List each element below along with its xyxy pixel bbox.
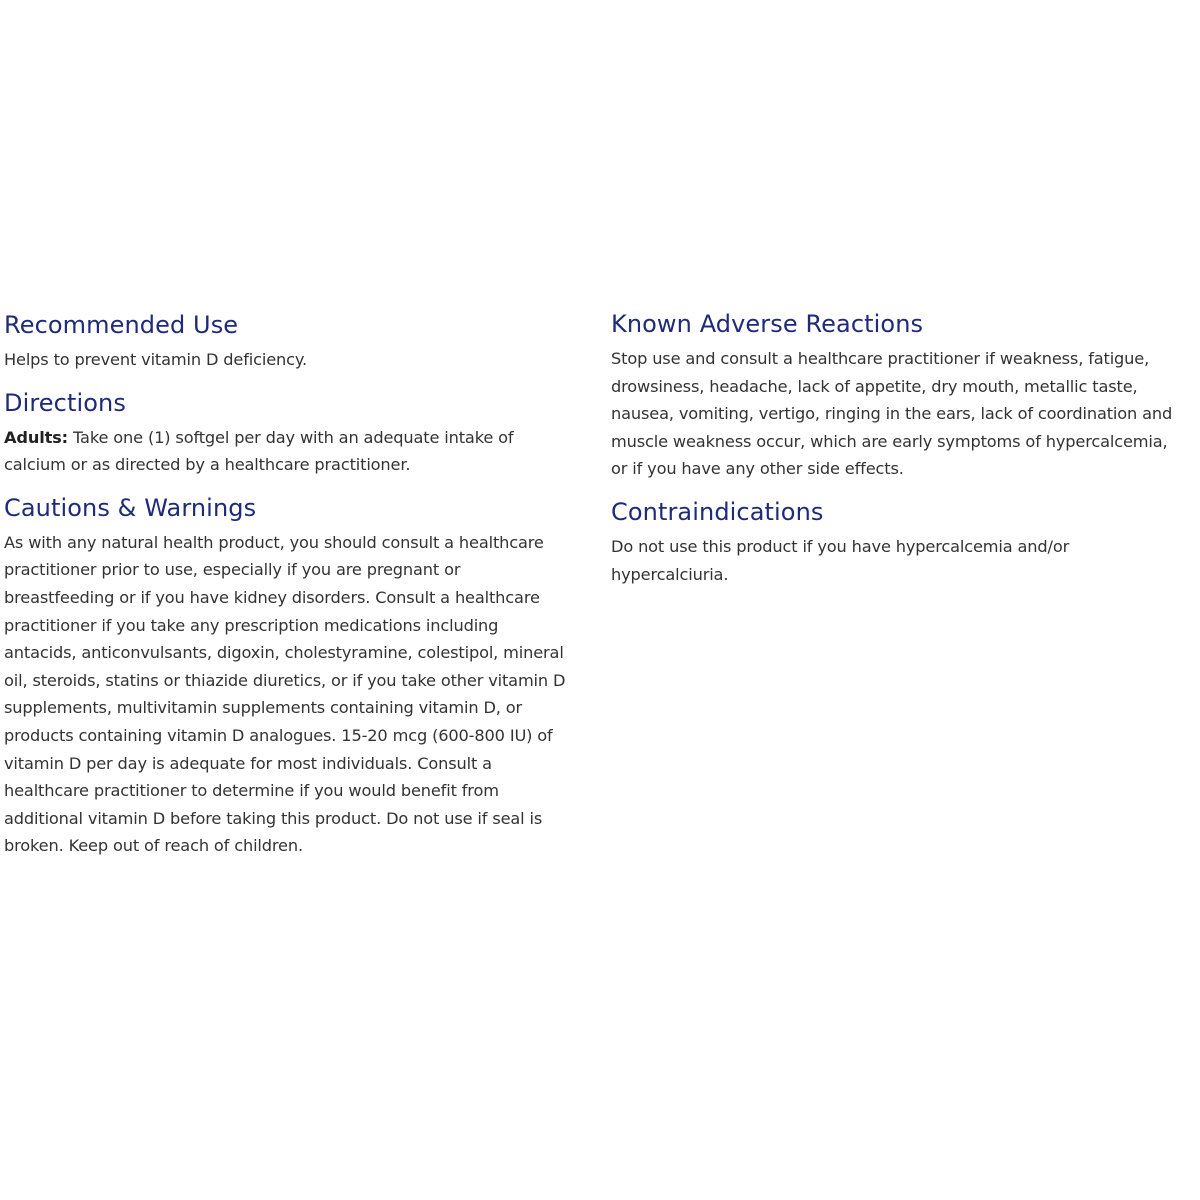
contraindications-section <box>611 495 1186 588</box>
adverse-reactions-text: Stop use and consult a healthcare practitioner if weakness, fatigue, drowsiness, headache, lack of appetite, dry mouth, metallic taste, nausea, vomiting, vertigo, ringing in the ears, lack of coordination and muscle weakness occur, which are early symptoms of hypercalcemia, or if you have any other side effects. <box>611 349 1173 479</box>
recommended-use-section <box>4 308 569 374</box>
cautions-heading: Cautions & Warnings <box>4 493 257 522</box>
contraindications-text: Do not use this product if you have hypercalcemia and/or hypercalciuria. <box>611 536 1070 584</box>
adverse-reactions-heading: Known Adverse Reactions <box>611 310 924 338</box>
directions-section <box>4 386 569 479</box>
recommended-use-text: Helps to prevent vitamin D deficiency. <box>4 350 307 369</box>
directions-body: Take one (1) softgel per day with an adequate intake of calcium or as directed by a healthcare practitioner. <box>4 427 514 475</box>
directions-text <box>4 424 569 479</box>
directions-heading: Directions <box>4 388 126 417</box>
adverse-reactions-section <box>611 307 1186 483</box>
cautions-text: As with any natural health product, you should consult a healthcare practitioner prior to use, especially if you are pregnant or breastfeeding or if you have kidney disorders. Consult a healthcare practitioner if you take any prescription medications including antacids, anticonvulsants, digoxin, cholestyramine, colestipol, mineral oil, steroids, statins or thiazide diuretics, or if you take other vitamin D supplements, multivitamin supplements containing vitamin D, or products containing vitamin D analogues. 15-20 mcg (600-800 IU) of vitamin D per day is adequate for most individuals. Consult a healthcare practitioner to determine if you would benefit from additional vitamin D before taking this product. Do not use if seal is broken. Keep out of reach of children. <box>4 532 566 856</box>
directions-adults-label: Adults: <box>4 427 68 447</box>
contraindications-heading: Contraindications <box>611 497 824 526</box>
cautions-section <box>4 491 569 860</box>
recommended-use-heading: Recommended Use <box>4 311 239 339</box>
right-column <box>611 307 1186 600</box>
left-column <box>4 308 569 872</box>
